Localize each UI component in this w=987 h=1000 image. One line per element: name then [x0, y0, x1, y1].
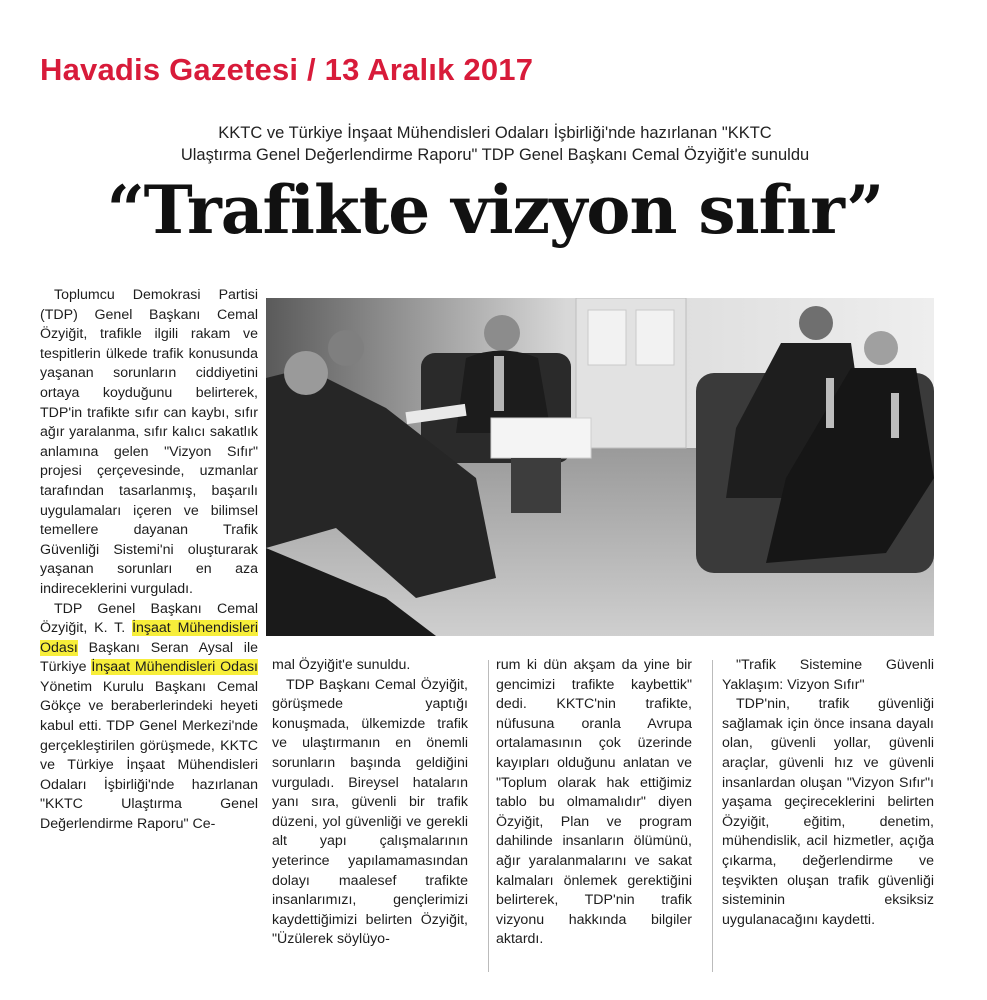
text-run: TDP Genel Başkanı Cemal Özyiğit, K. T.: [40, 600, 258, 637]
column-divider: [712, 660, 713, 972]
column-divider: [488, 660, 489, 972]
paragraph: mal Özyiğit'e sunuldu.: [272, 657, 411, 673]
paragraph: "Trafik Sistemine Güvenli Yaklaşım: Vizyon Sıfır": [722, 657, 934, 693]
newspaper-source-title: Havadis Gazetesi / 13 Aralık 2017: [40, 52, 534, 87]
text-run: Başkanı Seran Aysal ile Türkiye: [40, 639, 258, 676]
meeting-photo: [266, 298, 934, 636]
article-column-2: [272, 656, 468, 974]
text-run: Yönetim Kurulu Başkanı Cemal Gökçe ve beraberlerindeki heyeti kabul etti. TDP Genel Merkezi'nde gerçekleştirilen görüşmede, KKTC ve Türkiye İnşaat Mühendisleri Odaları İşbirliği'nde hazırlanan "KKTC Ulaştırma Genel Değerlendirme Raporu" Ce-: [40, 678, 258, 833]
article-column-4: [722, 656, 934, 974]
paragraph: rum ki dün akşam da yine bir gencimizi trafikte kaybettik" dedi. KKTC'nin trafikte, nüfusuna oranla Avrupa ortalamasının çok üzerinde kayıpları olduğunu anlatan ve "Toplum olarak hak ettiğimiz tablo bu olmamalıdır" diyen Özyiğit, Plan ve program dahilinde insanların ölümünü, ağır yaralanmalarını ve sakat kalmaları önlemek gerektiğini belirterek, TDP'nin trafik vizyonu hakkında bilgiler aktardı.: [496, 657, 692, 948]
paragraph: TDP'nin, trafik güvenliği sağlamak için önce insana dayalı olan, güvenli yollar, güvenli araçlar, güvenli hız ve güvenli insanlardan oluşan "Vizyon Sıfır"ı yaşama geçireceklerini belirten Özyiğit, eğitim, denetim, mühendislik, acil hizmetler, açığa çıkarma, değerlendirme ve teşvikten oluşan trafik güvenliği sisteminin eksiksiz uygulanacağını kaydetti.: [722, 696, 934, 928]
paragraph: Toplumcu Demokrasi Partisi (TDP) Genel Başkanı Cemal Özyiğit, trafikle ilgili rakam ve tespitlerin ülkede trafik konusunda yaşanan sorunların ciddiyetini ortaya koyduğunu belirterek, TDP'in trafikte sıfır can kaybı, sıfır ağır yaralanma, sıfır kalıcı sakatlık anlamına gelen "Vizyon Sıfır" projesi çerçevesinde, uzmanlar tarafından tasarlanmış, başarılı uygulamaları içeren ve bilimsel temellere dayanan Trafik Güvenliği Sistemi'ni oluşturarak yaşanan sorunları en aza indireceklerini vurguladı.: [40, 287, 258, 597]
article-headline: “Trafikte vizyon sıfır”: [106, 171, 884, 249]
article-column-1: [40, 286, 258, 976]
highlighted-text: İnşaat Mühendisleri Odası: [40, 620, 258, 656]
paragraph: TDP Başkanı Cemal Özyiğit, görüşmede yaptığı konuşmada, ülkemizde trafik ve ulaştırmanın en önemli sorunların başında geldiğini vurguladı. Bireysel hataların yanı sıra, güvenli bir trafik düzeni, yol güvenliği ve gerekli alt yapı çalışmalarının yeterince yapılamamasından dolayı maalesef trafikte insanlarımızı, gençlerimizi kaydettiğimizi belirten Özyiğit, "Üzülerek söylüyo-: [272, 676, 468, 948]
highlighted-text: İnşaat Mühendisleri Odası: [91, 659, 258, 676]
article-column-3: [496, 656, 692, 974]
subtitle-line-1: KKTC ve Türkiye İnşaat Mühendisleri Odaları İşbirliği'nde hazırlanan "KKTC: [218, 124, 772, 142]
article-subtitle: [90, 122, 900, 166]
subtitle-line-2: Ulaştırma Genel Değerlendirme Raporu" TDP Genel Başkanı Cemal Özyiğit'e sunuldu: [180, 146, 810, 164]
paragraph: [40, 600, 258, 835]
